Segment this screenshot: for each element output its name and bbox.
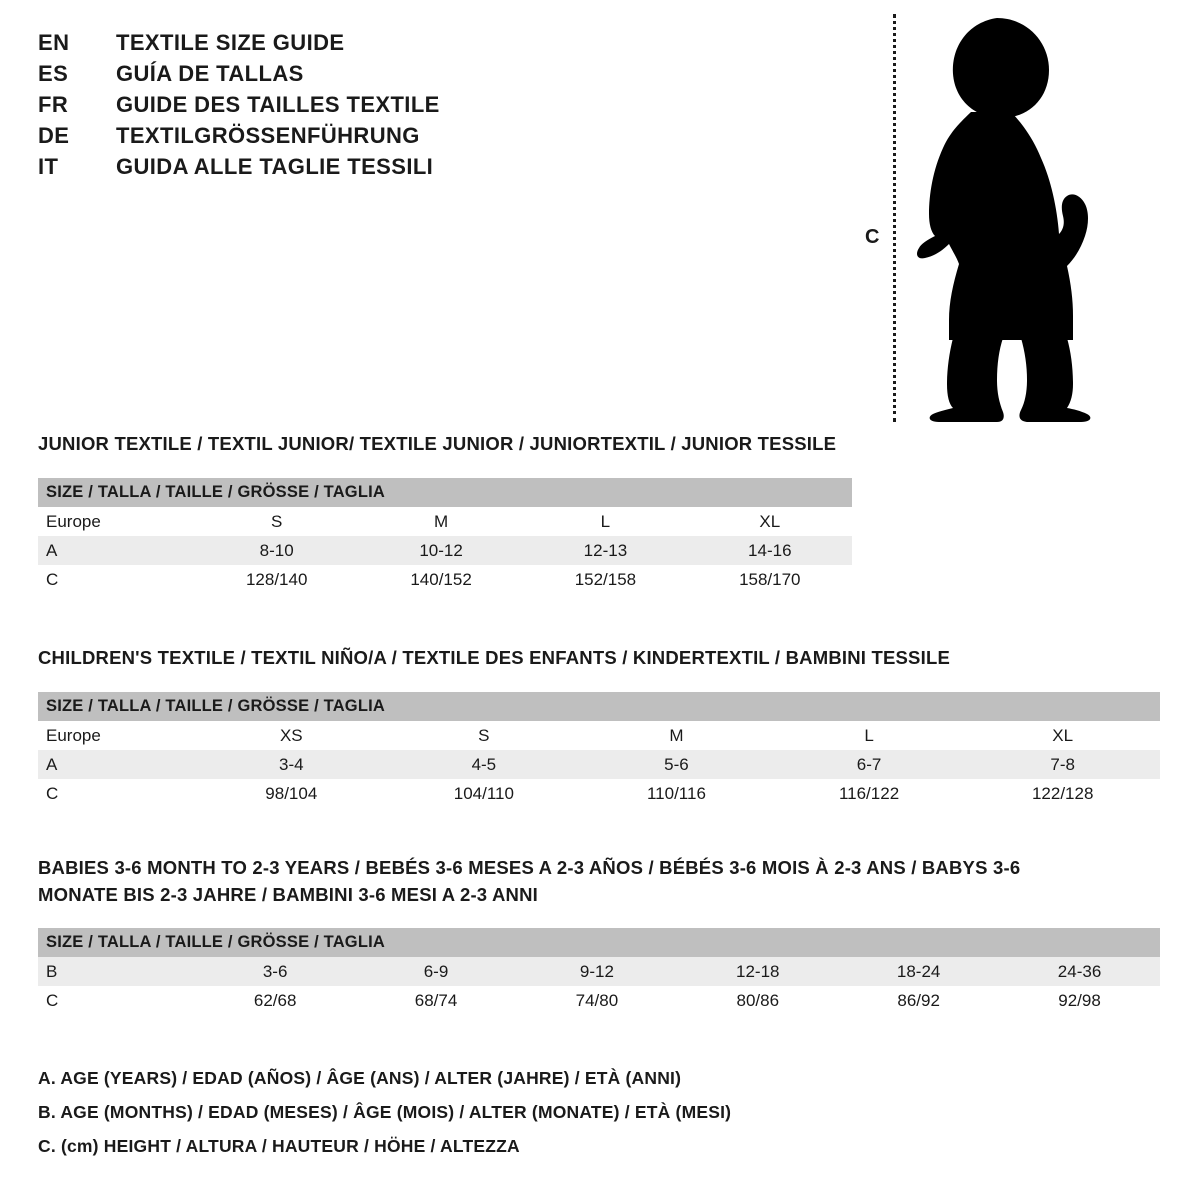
babies-row-b-v6: 24-36 [999, 957, 1160, 986]
babies-row-b-v2: 6-9 [356, 957, 517, 986]
junior-row-c-v4: 158/170 [688, 565, 852, 594]
babies-band-row [38, 928, 1160, 957]
junior-col-3: L [523, 507, 687, 536]
legend-footnotes [38, 1068, 731, 1170]
babies-row-b-v1: 3-6 [195, 957, 356, 986]
children-row-c-v2: 104/110 [388, 779, 581, 808]
junior-size-table [38, 478, 852, 594]
junior-row-a-v1: 8-10 [195, 536, 359, 565]
junior-row-a-v3: 12-13 [523, 536, 687, 565]
footnote-c: C. (cm) HEIGHT / ALTURA / HAUTEUR / HÖHE / ALTEZZA [38, 1136, 520, 1156]
header-lang-fr: FR [38, 92, 69, 117]
junior-row-a [38, 536, 852, 565]
junior-row-c [38, 565, 852, 594]
children-row-c-v4: 116/122 [773, 779, 966, 808]
babies-row-c [38, 986, 1160, 1015]
header-text-fr: GUIDE DES TAILLES TEXTILE [116, 92, 440, 117]
junior-column-header-row [38, 507, 852, 536]
children-row-c-v3: 110/116 [580, 779, 773, 808]
babies-row-c-v2: 68/74 [356, 986, 517, 1015]
babies-band-label: SIZE / TALLA / TAILLE / GRÖSSE / TAGLIA [38, 928, 1160, 957]
junior-row-c-v2: 140/152 [359, 565, 523, 594]
children-row-a-v2: 4-5 [388, 750, 581, 779]
junior-row-a-v2: 10-12 [359, 536, 523, 565]
footnote-b: B. AGE (MONTHS) / EDAD (MESES) / ÂGE (MOIS) / ALTER (MONATE) / ETÀ (MESI) [38, 1102, 732, 1122]
babies-row-c-v3: 74/80 [516, 986, 677, 1015]
header-lang-es: ES [38, 61, 69, 86]
children-col-4: L [773, 721, 966, 750]
header-text-it: GUIDA ALLE TAGLIE TESSILI [116, 154, 434, 179]
children-band-row [38, 692, 1160, 721]
babies-row-b [38, 957, 1160, 986]
junior-col-2: M [359, 507, 523, 536]
junior-row-c-v3: 152/158 [523, 565, 687, 594]
header-titles [38, 30, 658, 185]
children-size-table [38, 692, 1160, 808]
children-band-label: SIZE / TALLA / TAILLE / GRÖSSE / TAGLIA [38, 692, 1160, 721]
babies-row-b-v5: 18-24 [838, 957, 999, 986]
babies-row-c-v1: 62/68 [195, 986, 356, 1015]
babies-row-c-v4: 80/86 [677, 986, 838, 1015]
babies-row-c-label: C [38, 986, 195, 1015]
header-row-fr [38, 92, 658, 118]
height-measure-label: C [865, 226, 880, 248]
children-row-a-v5: 7-8 [965, 750, 1160, 779]
children-region-label: Europe [38, 721, 195, 750]
children-row-c-v1: 98/104 [195, 779, 388, 808]
children-row-a-label: A [38, 750, 195, 779]
section-title-children: CHILDREN'S TEXTILE / TEXTIL NIÑO/A / TEXTILE DES ENFANTS / KINDERTEXTIL / BAMBINI TESSILE [38, 647, 950, 668]
babies-row-b-v4: 12-18 [677, 957, 838, 986]
header-row-de [38, 123, 658, 149]
children-row-c [38, 779, 1160, 808]
junior-row-c-v1: 128/140 [195, 565, 359, 594]
junior-row-c-label: C [38, 565, 195, 594]
header-row-it [38, 154, 658, 180]
header-lang-de: DE [38, 123, 70, 148]
babies-row-b-v3: 9-12 [516, 957, 677, 986]
height-measure-line [893, 14, 896, 422]
header-row-es [38, 61, 658, 87]
junior-row-a-v4: 14-16 [688, 536, 852, 565]
junior-band-row [38, 478, 852, 507]
children-column-header-row [38, 721, 1160, 750]
children-row-a-v3: 5-6 [580, 750, 773, 779]
header-lang-en: EN [38, 30, 70, 55]
children-col-2: S [388, 721, 581, 750]
header-text-de: TEXTILGRÖSSENFÜHRUNG [116, 123, 420, 148]
children-col-3: M [580, 721, 773, 750]
junior-row-a-label: A [38, 536, 195, 565]
babies-row-c-v6: 92/98 [999, 986, 1160, 1015]
babies-row-c-v5: 86/92 [838, 986, 999, 1015]
child-silhouette-icon [909, 8, 1109, 423]
header-text-en: TEXTILE SIZE GUIDE [116, 30, 345, 55]
children-col-1: XS [195, 721, 388, 750]
header-lang-it: IT [38, 154, 59, 179]
children-row-a-v4: 6-7 [773, 750, 966, 779]
children-row-a [38, 750, 1160, 779]
junior-band-label: SIZE / TALLA / TAILLE / GRÖSSE / TAGLIA [38, 478, 852, 507]
junior-region-label: Europe [38, 507, 195, 536]
height-figure [865, 8, 1145, 428]
junior-col-1: S [195, 507, 359, 536]
junior-col-4: XL [688, 507, 852, 536]
section-title-babies: BABIES 3-6 MONTH TO 2-3 YEARS / BEBÉS 3-6 MESES A 2-3 AÑOS / BÉBÉS 3-6 MOIS À 2-3 ANS / BABYS 3-6 MONATE BIS 2-3 JAHRE / BAMBINI 3-6 MESI A 2-3 ANNI [38, 857, 1021, 905]
children-row-a-v1: 3-4 [195, 750, 388, 779]
header-text-es: GUÍA DE TALLAS [116, 61, 304, 86]
babies-size-table [38, 928, 1160, 1015]
children-row-c-v5: 122/128 [965, 779, 1160, 808]
footnote-a: A. AGE (YEARS) / EDAD (AÑOS) / ÂGE (ANS) / ALTER (JAHRE) / ETÀ (ANNI) [38, 1068, 682, 1088]
children-row-c-label: C [38, 779, 195, 808]
babies-row-b-label: B [38, 957, 195, 986]
header-row-en [38, 30, 658, 56]
section-title-junior: JUNIOR TEXTILE / TEXTIL JUNIOR/ TEXTILE JUNIOR / JUNIORTEXTIL / JUNIOR TESSILE [38, 433, 837, 454]
children-col-5: XL [965, 721, 1160, 750]
